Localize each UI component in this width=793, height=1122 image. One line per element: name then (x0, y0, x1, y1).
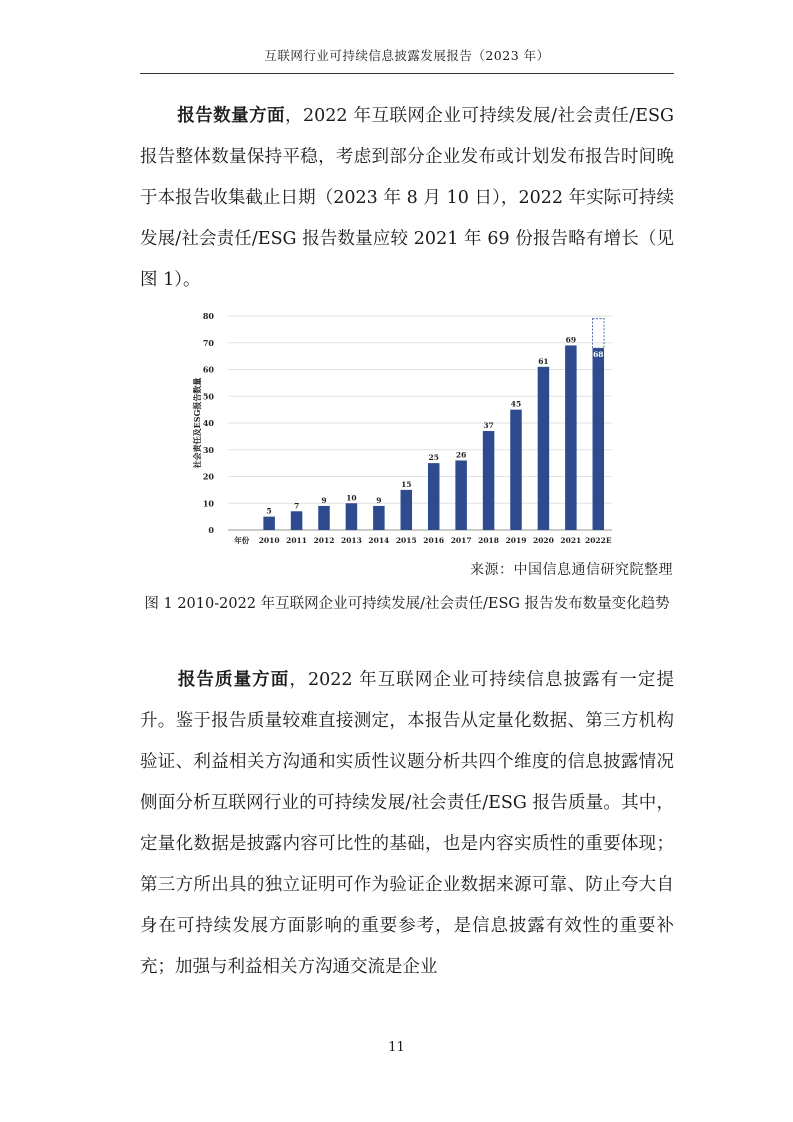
paragraph-lead: 报告质量方面 (176, 670, 290, 690)
bar-value-label: 25 (428, 453, 439, 463)
x-tick-label: 2013 (340, 536, 362, 545)
figure-caption: 图 1 2010-2022 年互联网企业可持续发展/社会责任/ESG 报告发布数量变化趋势 (144, 596, 670, 612)
bar (538, 367, 550, 530)
bar-value-label: 5 (266, 506, 272, 516)
bar-value-label: 45 (510, 399, 522, 409)
page-number: 11 (388, 1040, 405, 1055)
paragraph-body: ，2022 年互联网企业可持续发展/社会责任/ESG 报告整体数量保持平稳，考虑到部分企业发布或计划发布报告时间晚于本报告收集截止日期（2023 年 8 月 10 日），2022 年实际可持续发展/社会责任/ESG 报告数量应较 2021 年 69 份报告略有增长（见图 1）。 (140, 106, 675, 290)
bar-value-label: 61 (538, 356, 549, 366)
bar (593, 348, 605, 530)
x-tick-label: 2017 (450, 536, 472, 545)
bar (318, 506, 330, 530)
x-tick-label: 2019 (505, 536, 527, 545)
paragraph-body: ，2022 年互联网企业可持续信息披露有一定提升。鉴于报告质量较难直接测定，本报告从定量化数据、第三方机构验证、利益相关方沟通和实质性议题分析共四个维度的信息披露情况侧面分析互联网行业的可持续发展/社会责任/ESG 报告质量。其中，定量化数据是披露内容可比性的基础，也是内容实质性的重要体现；第三方所出具的独立证明可作为验证企业数据来源可靠、防止夸大自身在可持续发展方面影响的重要参考，是信息披露有效性的重要补充；加强与利益相关方沟通交流是企业 (140, 670, 674, 977)
bar-value-label: 7 (293, 501, 300, 511)
bar-value-label: 37 (483, 421, 494, 431)
x-axis-first-label: 年份 (234, 536, 250, 545)
bar-value-label: 10 (346, 493, 357, 503)
bar-value-label: 9 (376, 495, 382, 505)
x-tick-label: 2022E (584, 536, 612, 545)
y-tick-label: 70 (202, 337, 214, 348)
bar (483, 431, 495, 530)
bar (565, 345, 577, 530)
x-tick-label: 2018 (478, 536, 500, 545)
y-axis-label: 社会责任及ESG报告数量 (192, 377, 202, 469)
paragraph-report-quantity (140, 96, 674, 301)
bar (291, 511, 303, 530)
bar-value-label: 68 (593, 350, 604, 360)
header-divider (140, 73, 674, 74)
x-tick-label: 2016 (423, 536, 445, 545)
y-tick-label: 30 (202, 444, 214, 455)
x-tick-label: 2014 (368, 536, 390, 545)
y-tick-label: 0 (208, 525, 214, 535)
paragraph-lead: 报告数量方面 (176, 106, 286, 126)
bar-value-label: 26 (455, 450, 467, 460)
bar-value-label: 9 (321, 495, 327, 505)
bar-estimate-outline (593, 319, 605, 348)
y-tick-label: 80 (202, 311, 214, 321)
bar (346, 503, 358, 530)
bar (455, 460, 467, 530)
x-tick-label: 2015 (395, 536, 417, 545)
chart-source: 来源：中国信息通信研究院整理 (470, 562, 673, 578)
report-count-chart (185, 310, 622, 555)
x-tick-label: 2011 (286, 536, 308, 545)
y-tick-label: 20 (202, 471, 214, 482)
bar-chart-svg (185, 310, 622, 555)
bar (263, 517, 275, 530)
x-tick-label: 2021 (560, 536, 582, 545)
bar-value-label: 69 (565, 335, 577, 345)
y-tick-label: 50 (202, 391, 214, 402)
bar (401, 490, 413, 530)
x-tick-label: 2012 (313, 536, 335, 545)
y-tick-label: 40 (202, 418, 214, 428)
y-tick-label: 60 (202, 364, 214, 375)
x-tick-label: 2020 (532, 536, 554, 545)
running-header: 互联网行业可持续信息披露发展报告（2023 年） (264, 48, 550, 63)
bar (510, 410, 522, 530)
bar-value-label: 15 (401, 479, 412, 489)
x-tick-label: 2010 (258, 536, 280, 545)
paragraph-report-quality (140, 660, 674, 988)
y-tick-label: 10 (202, 498, 214, 509)
bar (428, 463, 440, 530)
bar (373, 506, 385, 530)
